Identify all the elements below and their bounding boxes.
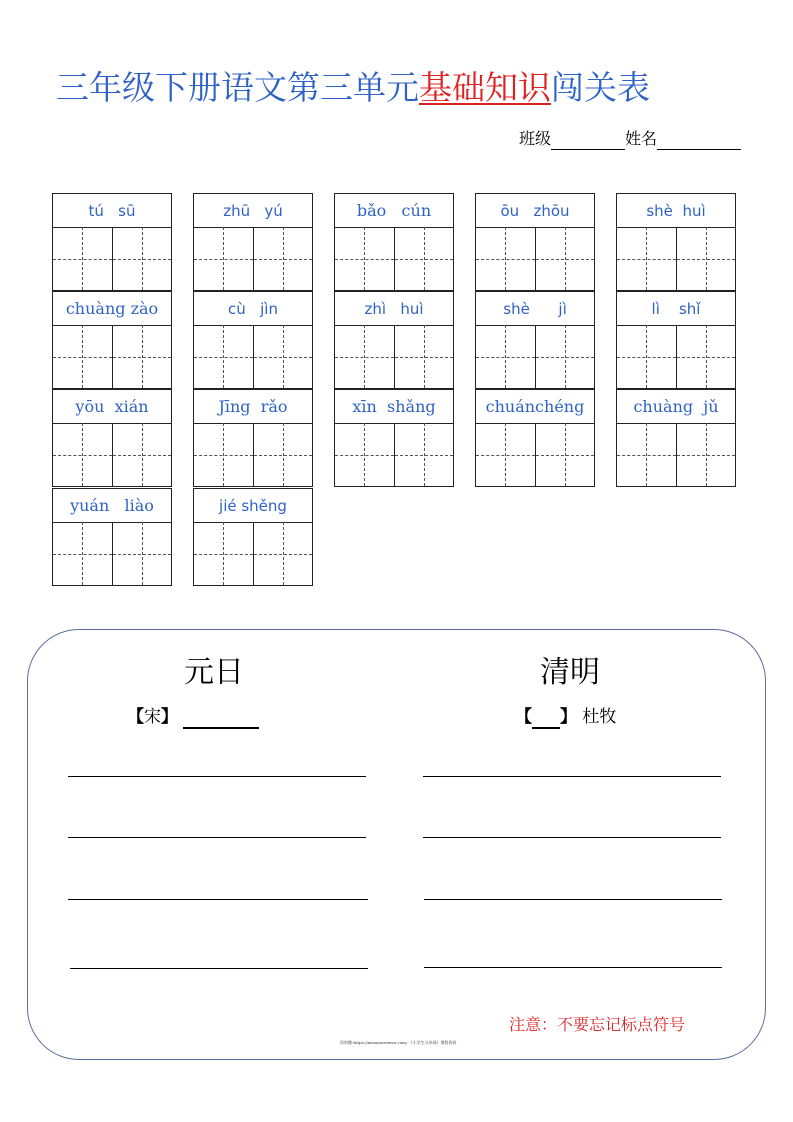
- tianzige-box[interactable]: [335, 227, 394, 290]
- pinyin-label: ōu zhōu: [476, 194, 594, 228]
- writing-line[interactable]: [423, 776, 721, 777]
- tianzige-box[interactable]: [676, 423, 736, 486]
- tianzige-box[interactable]: [194, 423, 253, 486]
- bracket-open-right: 【: [515, 707, 532, 727]
- pinyin-label: shè jì: [476, 292, 594, 326]
- name-blank[interactable]: [657, 133, 741, 150]
- class-name-line: [519, 128, 741, 150]
- pinyin-cell: [193, 389, 313, 487]
- pinyin-label: jié shěng: [194, 489, 312, 523]
- pinyin-cell: [193, 488, 313, 586]
- pinyin-label: cù jìn: [194, 292, 312, 326]
- pinyin-label: xīn shǎng: [335, 390, 453, 424]
- writing-line[interactable]: [68, 776, 366, 777]
- pinyin-cell: [52, 488, 172, 586]
- tianzige-box[interactable]: [476, 325, 535, 388]
- tianzige-box[interactable]: [394, 423, 454, 486]
- poem-title-right: 清明: [540, 655, 600, 690]
- dynasty-left: 宋: [144, 707, 161, 727]
- poem-author-left: [127, 705, 259, 729]
- tianzige-box[interactable]: [253, 522, 313, 585]
- bracket-open-left: 【: [127, 707, 144, 727]
- tianzige-box[interactable]: [676, 325, 736, 388]
- pinyin-cell: [193, 291, 313, 389]
- pinyin-label: chuánchéng: [476, 390, 594, 424]
- tianzige-box[interactable]: [476, 423, 535, 486]
- pinyin-label: zhū yú: [194, 194, 312, 228]
- footer-small-text: 资料微:https://xiaoxuerenwu.com/ 《小学生分享网》课程资料: [340, 1040, 457, 1045]
- tianzige-box[interactable]: [253, 227, 313, 290]
- pinyin-cell: [475, 291, 595, 389]
- tianzige-box[interactable]: [194, 522, 253, 585]
- tianzige-box[interactable]: [617, 423, 676, 486]
- pinyin-label: chuàng jǔ: [617, 390, 735, 424]
- poem-frame: [27, 629, 766, 1060]
- pinyin-cell: [475, 389, 595, 487]
- name-label: 姓名: [625, 129, 658, 148]
- pinyin-label: yuán liào: [53, 489, 171, 523]
- title-part-tail: 闯关表: [551, 68, 650, 107]
- pinyin-label: chuàng zào: [53, 292, 171, 326]
- tianzige-box[interactable]: [617, 325, 676, 388]
- tianzige-box[interactable]: [535, 325, 595, 388]
- tianzige-box[interactable]: [335, 423, 394, 486]
- tianzige-box[interactable]: [112, 423, 172, 486]
- punctuation-note: 注意：不要忘记标点符号: [509, 1015, 686, 1034]
- tianzige-box[interactable]: [53, 522, 112, 585]
- tianzige-box[interactable]: [676, 227, 736, 290]
- writing-line[interactable]: [68, 899, 368, 900]
- pinyin-cell: [193, 193, 313, 291]
- tianzige-box[interactable]: [194, 227, 253, 290]
- tianzige-box[interactable]: [53, 325, 112, 388]
- writing-line[interactable]: [70, 968, 368, 969]
- pinyin-label: tú sū: [53, 194, 171, 228]
- pinyin-cell: [616, 193, 736, 291]
- pinyin-cell: [334, 291, 454, 389]
- writing-line[interactable]: [423, 837, 721, 838]
- title-part-red: 基础知识: [419, 68, 551, 107]
- pinyin-cell: [616, 389, 736, 487]
- pinyin-label: yōu xián: [53, 390, 171, 424]
- poem-title-left: 元日: [184, 655, 244, 690]
- tianzige-box[interactable]: [253, 423, 313, 486]
- pinyin-cell: [52, 193, 172, 291]
- pinyin-cell: [475, 193, 595, 291]
- dynasty-blank-right[interactable]: [532, 709, 560, 729]
- pinyin-label: zhì huì: [335, 292, 453, 326]
- pinyin-cell: [334, 389, 454, 487]
- poem-author-right: [515, 705, 616, 729]
- tianzige-box[interactable]: [194, 325, 253, 388]
- tianzige-box[interactable]: [112, 522, 172, 585]
- writing-line[interactable]: [424, 967, 722, 968]
- pinyin-cell: [52, 389, 172, 487]
- tianzige-box[interactable]: [112, 227, 172, 290]
- writing-line[interactable]: [68, 837, 366, 838]
- pinyin-cell: [334, 193, 454, 291]
- tianzige-box[interactable]: [535, 423, 595, 486]
- bracket-close-right: 】: [560, 707, 577, 727]
- title-part-blue: 三年级下册语文第三单元: [56, 68, 419, 107]
- tianzige-box[interactable]: [253, 325, 313, 388]
- tianzige-box[interactable]: [535, 227, 595, 290]
- tianzige-box[interactable]: [53, 227, 112, 290]
- pinyin-label: bǎo cún: [335, 194, 453, 228]
- tianzige-box[interactable]: [53, 423, 112, 486]
- tianzige-box[interactable]: [617, 227, 676, 290]
- writing-line[interactable]: [424, 899, 722, 900]
- pinyin-label: lì shǐ: [617, 292, 735, 326]
- tianzige-box[interactable]: [476, 227, 535, 290]
- tianzige-box[interactable]: [394, 325, 454, 388]
- class-blank[interactable]: [551, 133, 625, 150]
- pinyin-label: Jīng rǎo: [194, 390, 312, 424]
- pinyin-cell: [52, 291, 172, 389]
- page-title: [56, 66, 650, 110]
- tianzige-box[interactable]: [112, 325, 172, 388]
- bracket-close-left: 】: [161, 707, 178, 727]
- pinyin-cell: [616, 291, 736, 389]
- class-label: 班级: [519, 129, 552, 148]
- author-right: 杜牧: [582, 707, 617, 727]
- pinyin-label: shè huì: [617, 194, 735, 228]
- author-blank-left[interactable]: [183, 709, 259, 729]
- tianzige-box[interactable]: [335, 325, 394, 388]
- tianzige-box[interactable]: [394, 227, 454, 290]
